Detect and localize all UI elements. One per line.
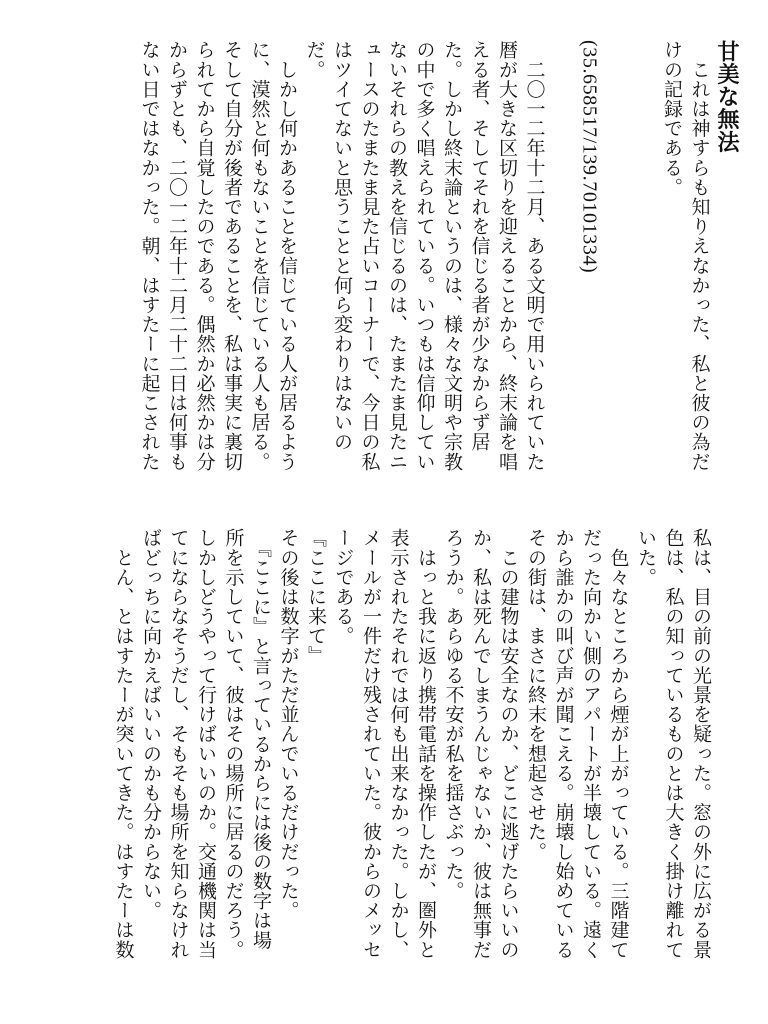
text-column: からずとも、二〇一二年十二月二十二日は何事も	[166, 40, 188, 472]
text-column: に、漠然と何もないことを信じている人も居る。	[248, 40, 271, 472]
text-column: える者、そしてそれを信じる者が少なからず居	[468, 40, 491, 452]
text-column: 色は、私の知っているものとは大きく掛け離れて	[662, 528, 685, 960]
text-column: た。しかし終末論というのは、様々な文明や宗教	[441, 40, 463, 472]
text-column: か、私は死んでしまうんじゃないか、彼は無事だ	[470, 528, 492, 960]
text-column: とん、とはすたーが突いてきた。はすたーは数	[112, 528, 135, 960]
text-column: その後は数字がただ並んでいるだけだった。	[277, 528, 300, 920]
bottom-text-block	[109, 528, 714, 998]
text-column: この建物は安全なのか、どこに逃げたらいいの	[497, 528, 520, 960]
text-column: はっと我に返り携帯電話を操作したが、圏外と	[415, 528, 437, 960]
text-column: 二〇一二年十二月、ある文明で用いられていた	[523, 40, 546, 472]
text-column: てにならなそうだし、そもそも場所を知らなけれ	[167, 528, 190, 960]
text-column: 暦が大きな区切りを迎えることから、終末論を唱	[496, 40, 518, 472]
text-column: 表示されたそれでは何も出来なかった。しかし、	[387, 528, 410, 960]
text-column: られてから自覚したのである。偶然か必然かは分	[193, 40, 216, 472]
text-column: これは神すらも知りえなかった、私と彼の為だ	[688, 40, 711, 472]
text-column: 『ここに』と言っているからには後の数字は場	[250, 528, 272, 950]
text-column: 『ここに来て』	[305, 528, 327, 666]
text-column: ないそれらの教えを信じるのは、たまたま見たニ	[386, 40, 408, 472]
text-column: けの記録である。	[661, 40, 683, 197]
blank-column	[630, 40, 658, 500]
text-column: の中で多く唱えられている。いつもは信仰してい	[413, 40, 436, 472]
text-column: その街は、まさに終末を想起させた。	[525, 528, 547, 862]
top-text-block	[135, 40, 740, 500]
blank-column	[548, 40, 576, 500]
text-column: ない日ではなかった。朝、はすたーに起こされた	[138, 40, 161, 472]
text-column: しかし何かあることを信じている人が居るよう	[276, 40, 298, 472]
text-column: いた。	[635, 528, 657, 587]
text-column: そして自分が後者であることを、私は事実に裏切	[221, 40, 243, 472]
text-column: ュースのたまたま見た占いコーナーで、今日の私	[358, 40, 381, 472]
text-column: ばどっちに向かえばいいのかも分からない。	[140, 528, 162, 920]
chapter-title: 甘美な無法	[714, 40, 739, 153]
text-column: はツイてないと思うことと何ら変わりはないの	[331, 40, 353, 452]
text-column: 色々なところから煙が上がっている。三階建て	[607, 528, 630, 960]
blank-column	[603, 40, 631, 500]
text-column: 所を示していて、彼はその場所に居るのだろう。	[222, 528, 245, 960]
text-column: メールが一件だけ残されていた。彼からのメッセ	[360, 528, 382, 960]
text-column: ろうか。あらゆる不安が私を揺さぶった。	[442, 528, 465, 901]
text-column: 私は、目の前の光景を疑った。窓の外に広がる景	[690, 528, 712, 960]
text-column: ージである。	[332, 528, 355, 646]
coordinates-line: (35.658517/139.70101334)	[578, 40, 601, 274]
text-column: だ。	[303, 40, 326, 80]
text-column: だった向かい側のアパートが半壊している。遠く	[580, 528, 602, 960]
text-column: しかしどうやって行けばいいのか。交通機関は当	[195, 528, 217, 960]
text-column: から誰かの叫び声が聞こえる。崩壊し始めている	[552, 528, 575, 960]
